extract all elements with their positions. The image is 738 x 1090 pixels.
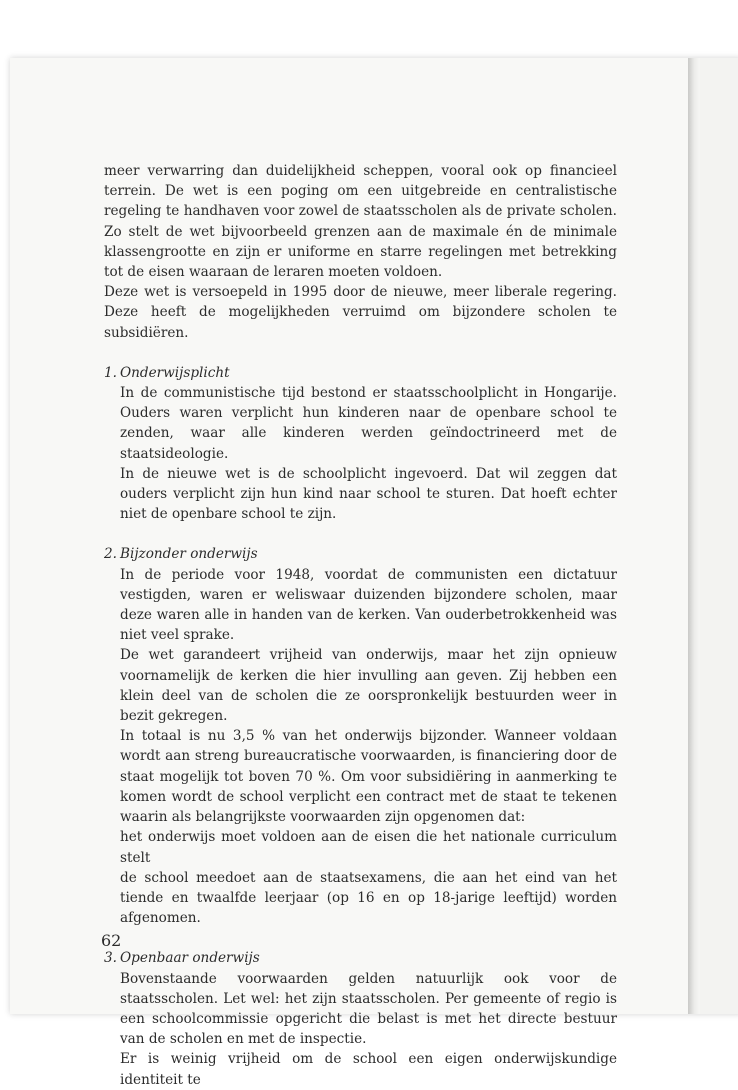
section-title: Bijzonder onderwijs	[120, 546, 258, 563]
page-text	[104, 161, 617, 1090]
section-number: 2.	[104, 546, 117, 563]
section-openbaar-onderwijs	[104, 948, 617, 1089]
section-title: Onderwijsplicht	[120, 364, 230, 381]
section-paragraph: In de periode voor 1948, voordat de communisten een dictatuur vestigden, waren er weliswaar duizenden bijzondere scholen, maar deze waren alle in handen van de kerken. Van ouderbetrokkenheid was niet veel sprake.	[120, 566, 617, 644]
intro-paragraph: meer verwarring dan duidelijkheid scheppen, vooral ook op financieel terrein. De wet is een poging om een uitgebreide en centralistische regeling te handhaven voor zowel de staatsscholen als de private scholen. Zo stelt de wet bijvoorbeeld grenzen aan de maximale én de minimale klassengrootte en zijn er uniforme en starre regelingen met betrekking tot de eisen waaraan de leraren moeten voldoen.	[104, 163, 617, 281]
section-paragraph: In de communistische tijd bestond er staatsschoolplicht in Hongarije. Ouders waren verplicht hun kinderen naar de openbare school te zenden, waar alle kinderen werden geïndoctrineerd met de staatsideologie.	[120, 385, 617, 462]
section-onderwijsplicht	[104, 363, 617, 525]
page-spine-shadow	[688, 58, 700, 1014]
section-number: 3.	[104, 950, 117, 967]
section-number: 1.	[104, 364, 117, 381]
section-paragraph: de school meedoet aan de staatsexamens, die aan het eind van het tiende en twaalfde leerjaar (op 16 en op 18-jarige leeftijd) worden afgenomen.	[120, 869, 617, 927]
section-bijzonder-onderwijs	[104, 544, 617, 928]
section-paragraph: De wet garandeert vrijheid van onderwijs, maar het zijn opnieuw voornamelijk de kerken die hier invulling aan geven. Zij hebben een klein deel van de scholen die ze oorspronkelijk bestuurden weer in bezit gekregen.	[120, 647, 617, 725]
page-number: 62	[101, 931, 122, 950]
section-paragraph: Bovenstaande voorwaarden gelden natuurlijk ook voor de staatsscholen. Let wel: het zijn staatsscholen. Per gemeente of regio is een schoolcommissie opgericht die belast is met het directe bestuur van de scholen en met de inspectie.	[120, 970, 617, 1048]
section-title: Openbaar onderwijs	[120, 950, 260, 967]
section-paragraph: In de nieuwe wet is de schoolplicht ingevoerd. Dat wil zeggen dat ouders verplicht zijn hun kind naar school te sturen. Dat hoeft echter niet de openbare school te zijn.	[120, 465, 617, 523]
section-paragraph: In totaal is nu 3,5 % van het onderwijs bijzonder. Wanneer voldaan wordt aan streng bureaucratische voorwaarden, is financiering door de staat mogelijk tot boven 70 %. Om voor subsidiëring in aanmerking te komen wordt de school verplicht een contract met de staat te tekenen waarin als belangrijkste voorwaarden zijn opgenomen dat:	[120, 728, 617, 826]
page-edge	[700, 58, 738, 1014]
intro-paragraph: Deze wet is versoepeld in 1995 door de nieuwe, meer liberale regering. Deze heeft de mogelijkheden verruimd om bijzondere scholen te subsidiëren.	[104, 284, 617, 341]
section-paragraph: het onderwijs moet voldoen aan de eisen die het nationale curriculum stelt	[120, 829, 617, 866]
section-paragraph: Er is weinig vrijheid om de school een eigen onderwijskundige identiteit te	[120, 1051, 617, 1088]
